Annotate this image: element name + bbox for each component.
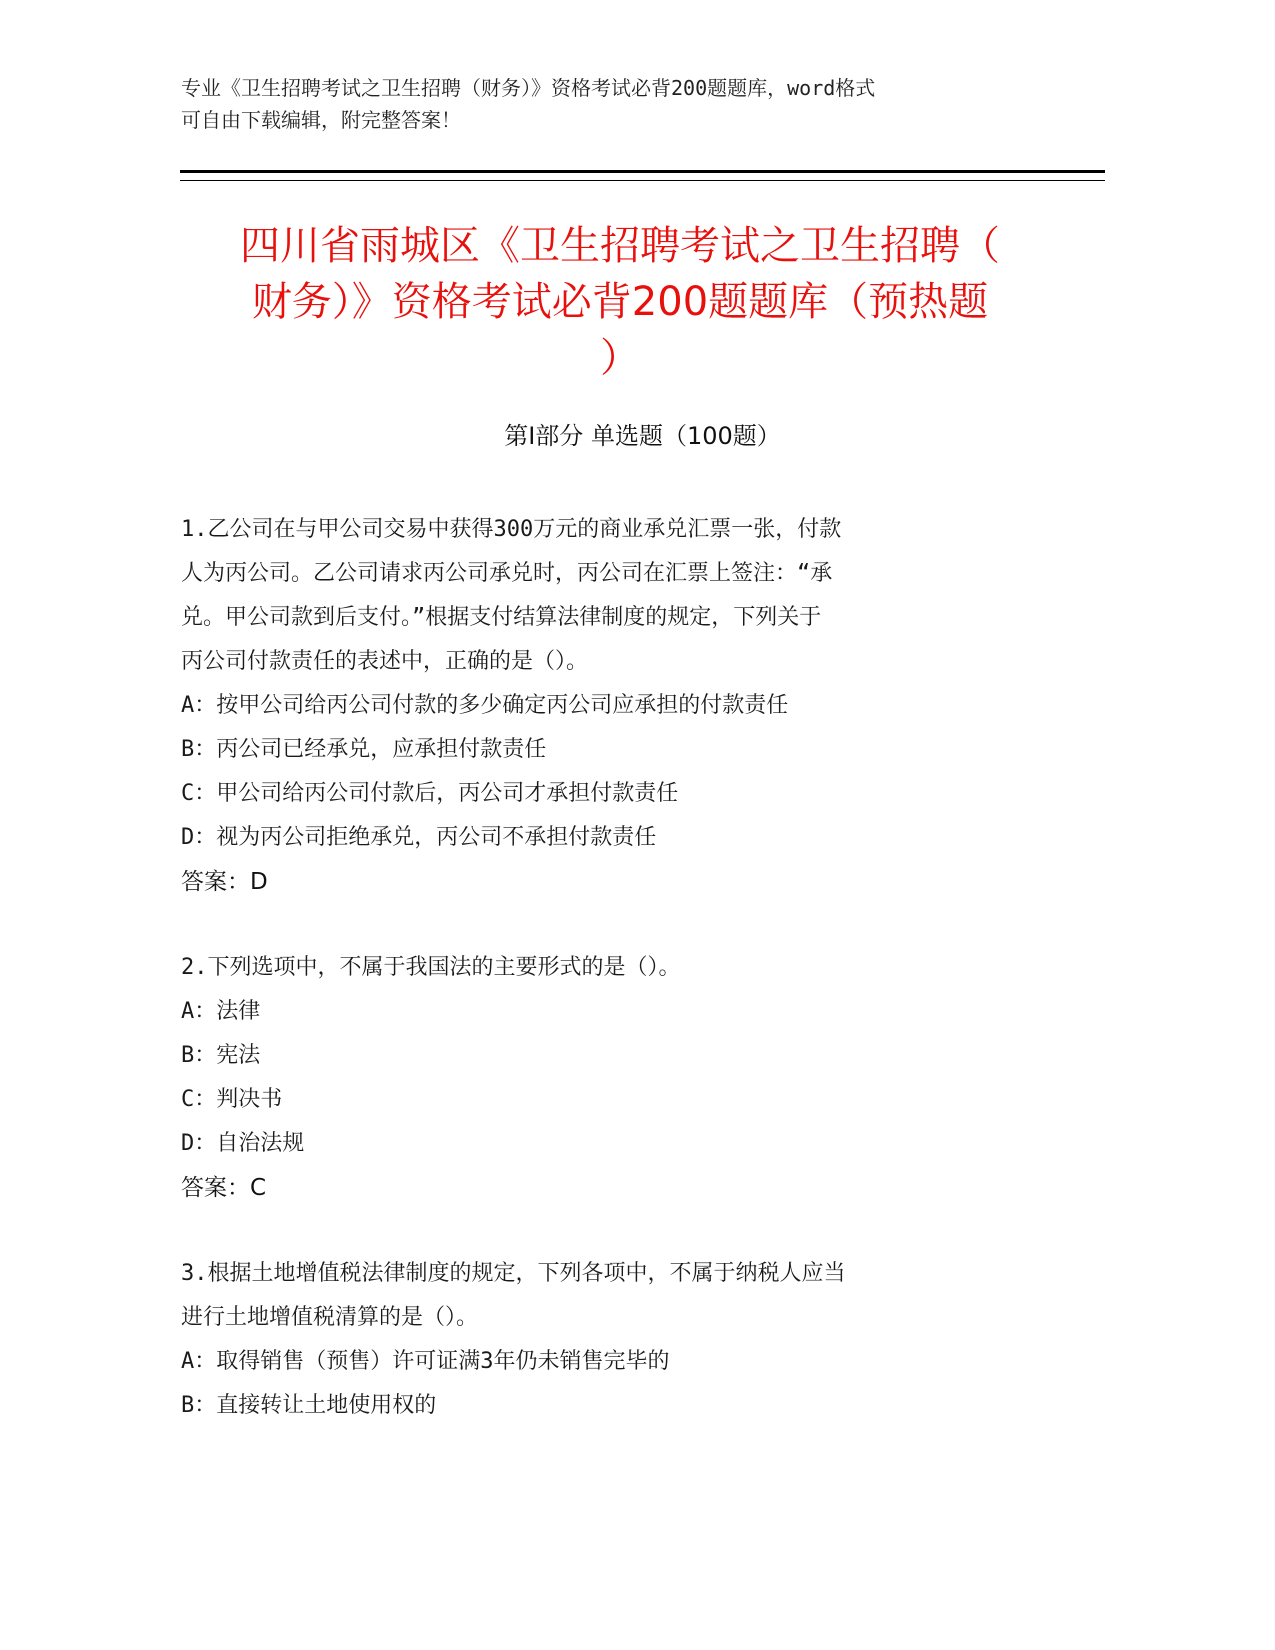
- option-a: A：按甲公司给丙公司付款的多少确定丙公司应承担的付款责任: [181, 693, 789, 718]
- question-text-line: 3.根据土地增值税法律制度的规定，下列各项中，不属于纳税人应当: [181, 1261, 846, 1286]
- document-title: [140, 218, 1100, 386]
- header-note-line-1: 专业《卫生招聘考试之卫生招聘（财务）》资格考试必背200题题库，word格式: [181, 76, 876, 100]
- question-text-line: 1.乙公司在与甲公司交易中获得300万元的商业承兑汇票一张，付款: [181, 517, 842, 542]
- question-3: [181, 1252, 1081, 1428]
- question-list: [181, 508, 1081, 1470]
- header-divider-thick: [180, 170, 1105, 173]
- option-b: B：丙公司已经承兑，应承担付款责任: [181, 737, 547, 762]
- option-c: C：甲公司给丙公司付款后，丙公司才承担付款责任: [181, 781, 679, 806]
- option-d: D：视为丙公司拒绝承兑，丙公司不承担付款责任: [181, 825, 657, 850]
- option-b: B：直接转让土地使用权的: [181, 1393, 437, 1418]
- title-line-1: 四川省雨城区《卫生招聘考试之卫生招聘（: [240, 223, 1000, 269]
- option-b: B：宪法: [181, 1043, 261, 1068]
- header-divider-thin: [180, 180, 1105, 181]
- question-text-line: 人为丙公司。乙公司请求丙公司承兑时，丙公司在汇票上签注：“承: [181, 561, 833, 586]
- header-note-line-2: 可自由下载编辑，附完整答案！: [181, 108, 461, 132]
- question-text-line: 2.下列选项中，不属于我国法的主要形式的是（）。: [181, 955, 681, 980]
- question-2: [181, 946, 1081, 1210]
- title-line-3: ）: [600, 335, 640, 381]
- answer: 答案：C: [181, 1175, 267, 1201]
- option-d: D：自治法规: [181, 1131, 305, 1156]
- answer: 答案：D: [181, 869, 268, 895]
- question-text-line: 丙公司付款责任的表述中，正确的是（）。: [181, 649, 589, 674]
- header-note: [181, 72, 1061, 136]
- section-heading: 第I部分 单选题（100题）: [504, 422, 781, 450]
- question-1: [181, 508, 1081, 904]
- option-c: C：判决书: [181, 1087, 283, 1112]
- option-a: A：取得销售（预售）许可证满3年仍未销售完毕的: [181, 1349, 670, 1374]
- title-line-2: 财务）》资格考试必背200题题库（预热题: [251, 279, 989, 325]
- option-a: A：法律: [181, 999, 261, 1024]
- question-text-line: 兑。甲公司款到后支付。”根据支付结算法律制度的规定，下列关于: [181, 605, 822, 630]
- question-text-line: 进行土地增值税清算的是（）。: [181, 1305, 479, 1330]
